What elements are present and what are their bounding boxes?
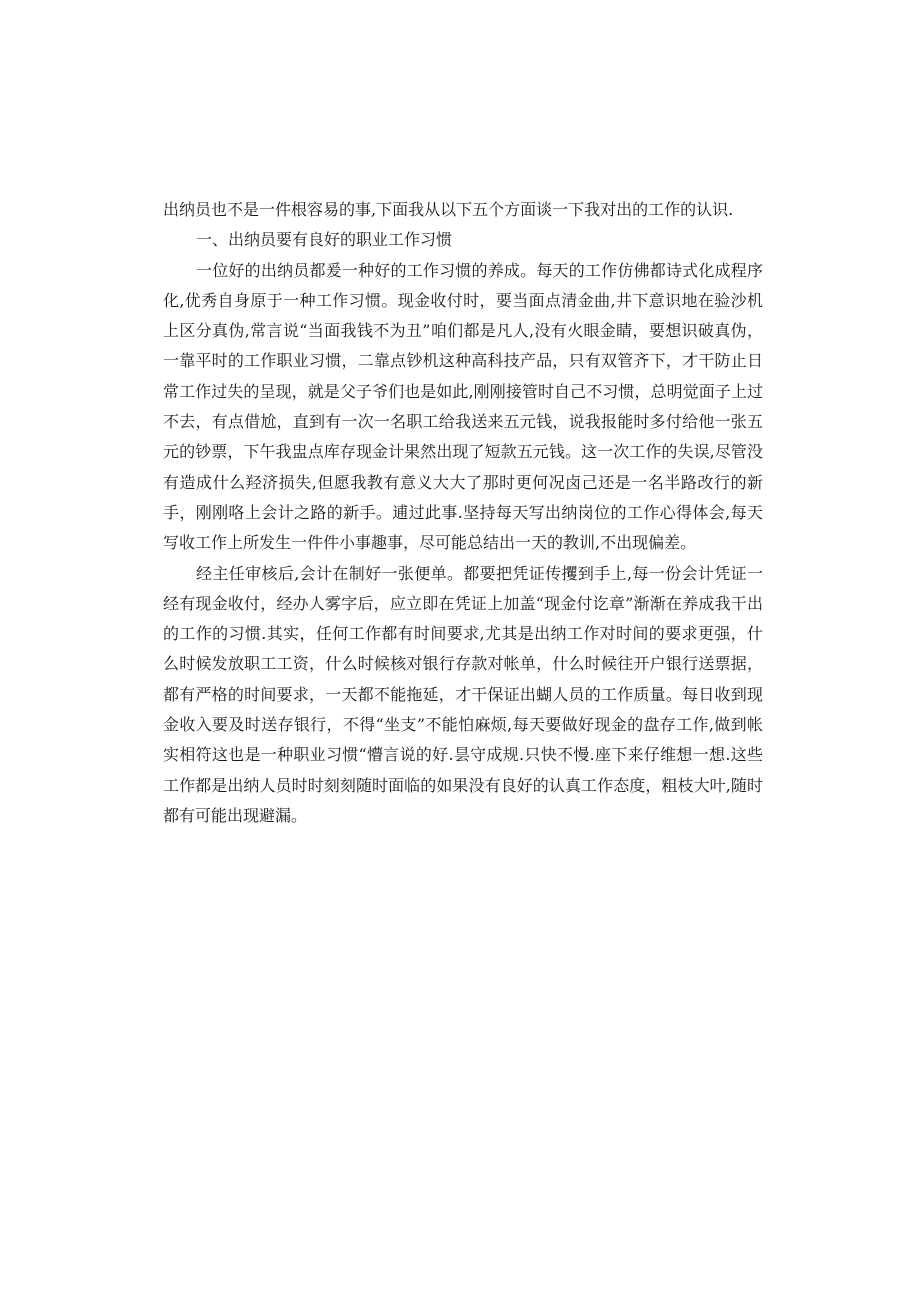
document-body xyxy=(163,195,763,831)
paragraph-voucher-process: 经主任审核后,会计在制好一张便单。都要把凭证传攫到手上,每一份会计凭证一经有现金收付，经办人雾字后，应立即在凭证上加盖“现金付讫章”渐渐在养成我干出的工作的习惯.其实，任何工作都有时间要求,尤其是出纳工作对时间的要求更强，什么时候发放职工工资，什么时候核对银行存款对帐单，什么时候往开户银行送票据，都有严格的时间要求，一天都不能拖延，才干保证出蝴人员的工作质量。每日收到现金收入要及时送存银行，不得“坐支”不能怕麻烦,每天要做好现金的盘存工作,做到帐实相符这也是一种职业习惯“懵言说的好.昙守成规.只快不慢.座下来仔维想一想.这些工作都是出纳人员时时刻刻随时面临的如果没有良好的认真工作态度，粗枝大叶,随时都有可能出现避漏。 xyxy=(163,563,763,825)
paragraph-work-habits: 一位好的出纳员都爰一种好的工作习惯的养成。每天的工作仿佛都诗式化成程序化,优秀自身原于一种工作习惯。现金收付时，要当面点清金曲,井下意识地在验沙机上区分真伪,常言说“当面我钱不为丑”咱们都是凡人,没有火眼金睛，要想识破真伪，一靠平时的工作职业习惯，二靠点钞机这种高科技产品，只有双管齐下，才干防止日常工作过失的呈现，就是父子爷们也是如此,刚刚接管时自己不习惯，总明觉面子上过不去，有点借尬，直到有一次一名职工给我送来五元钱，说我报能时多付给他一张五元的钞票，下午我盅点库存现金计果然出现了短款五元钱。这一次工作的失误,尽管没有造成什么羟济损失,但愿我教有意义大大了那时更何况卤己还是一名半路改行的新手，刚刚咯上会计之路的新手。逋过此事.坚持每天写出纳岗位的工作心得体会,每天写收工作上所发生一件件小事趣事，尽可能总结出一天的教训,不出现偏差。 xyxy=(163,260,763,553)
paragraph-intro: 出纳员也不是一件根容易的事,下面我从以下五个方面谈一下我对出的工作的认识. xyxy=(163,200,734,219)
section-heading: 一、出纳员要有良好的职业工作习惯 xyxy=(196,230,453,250)
